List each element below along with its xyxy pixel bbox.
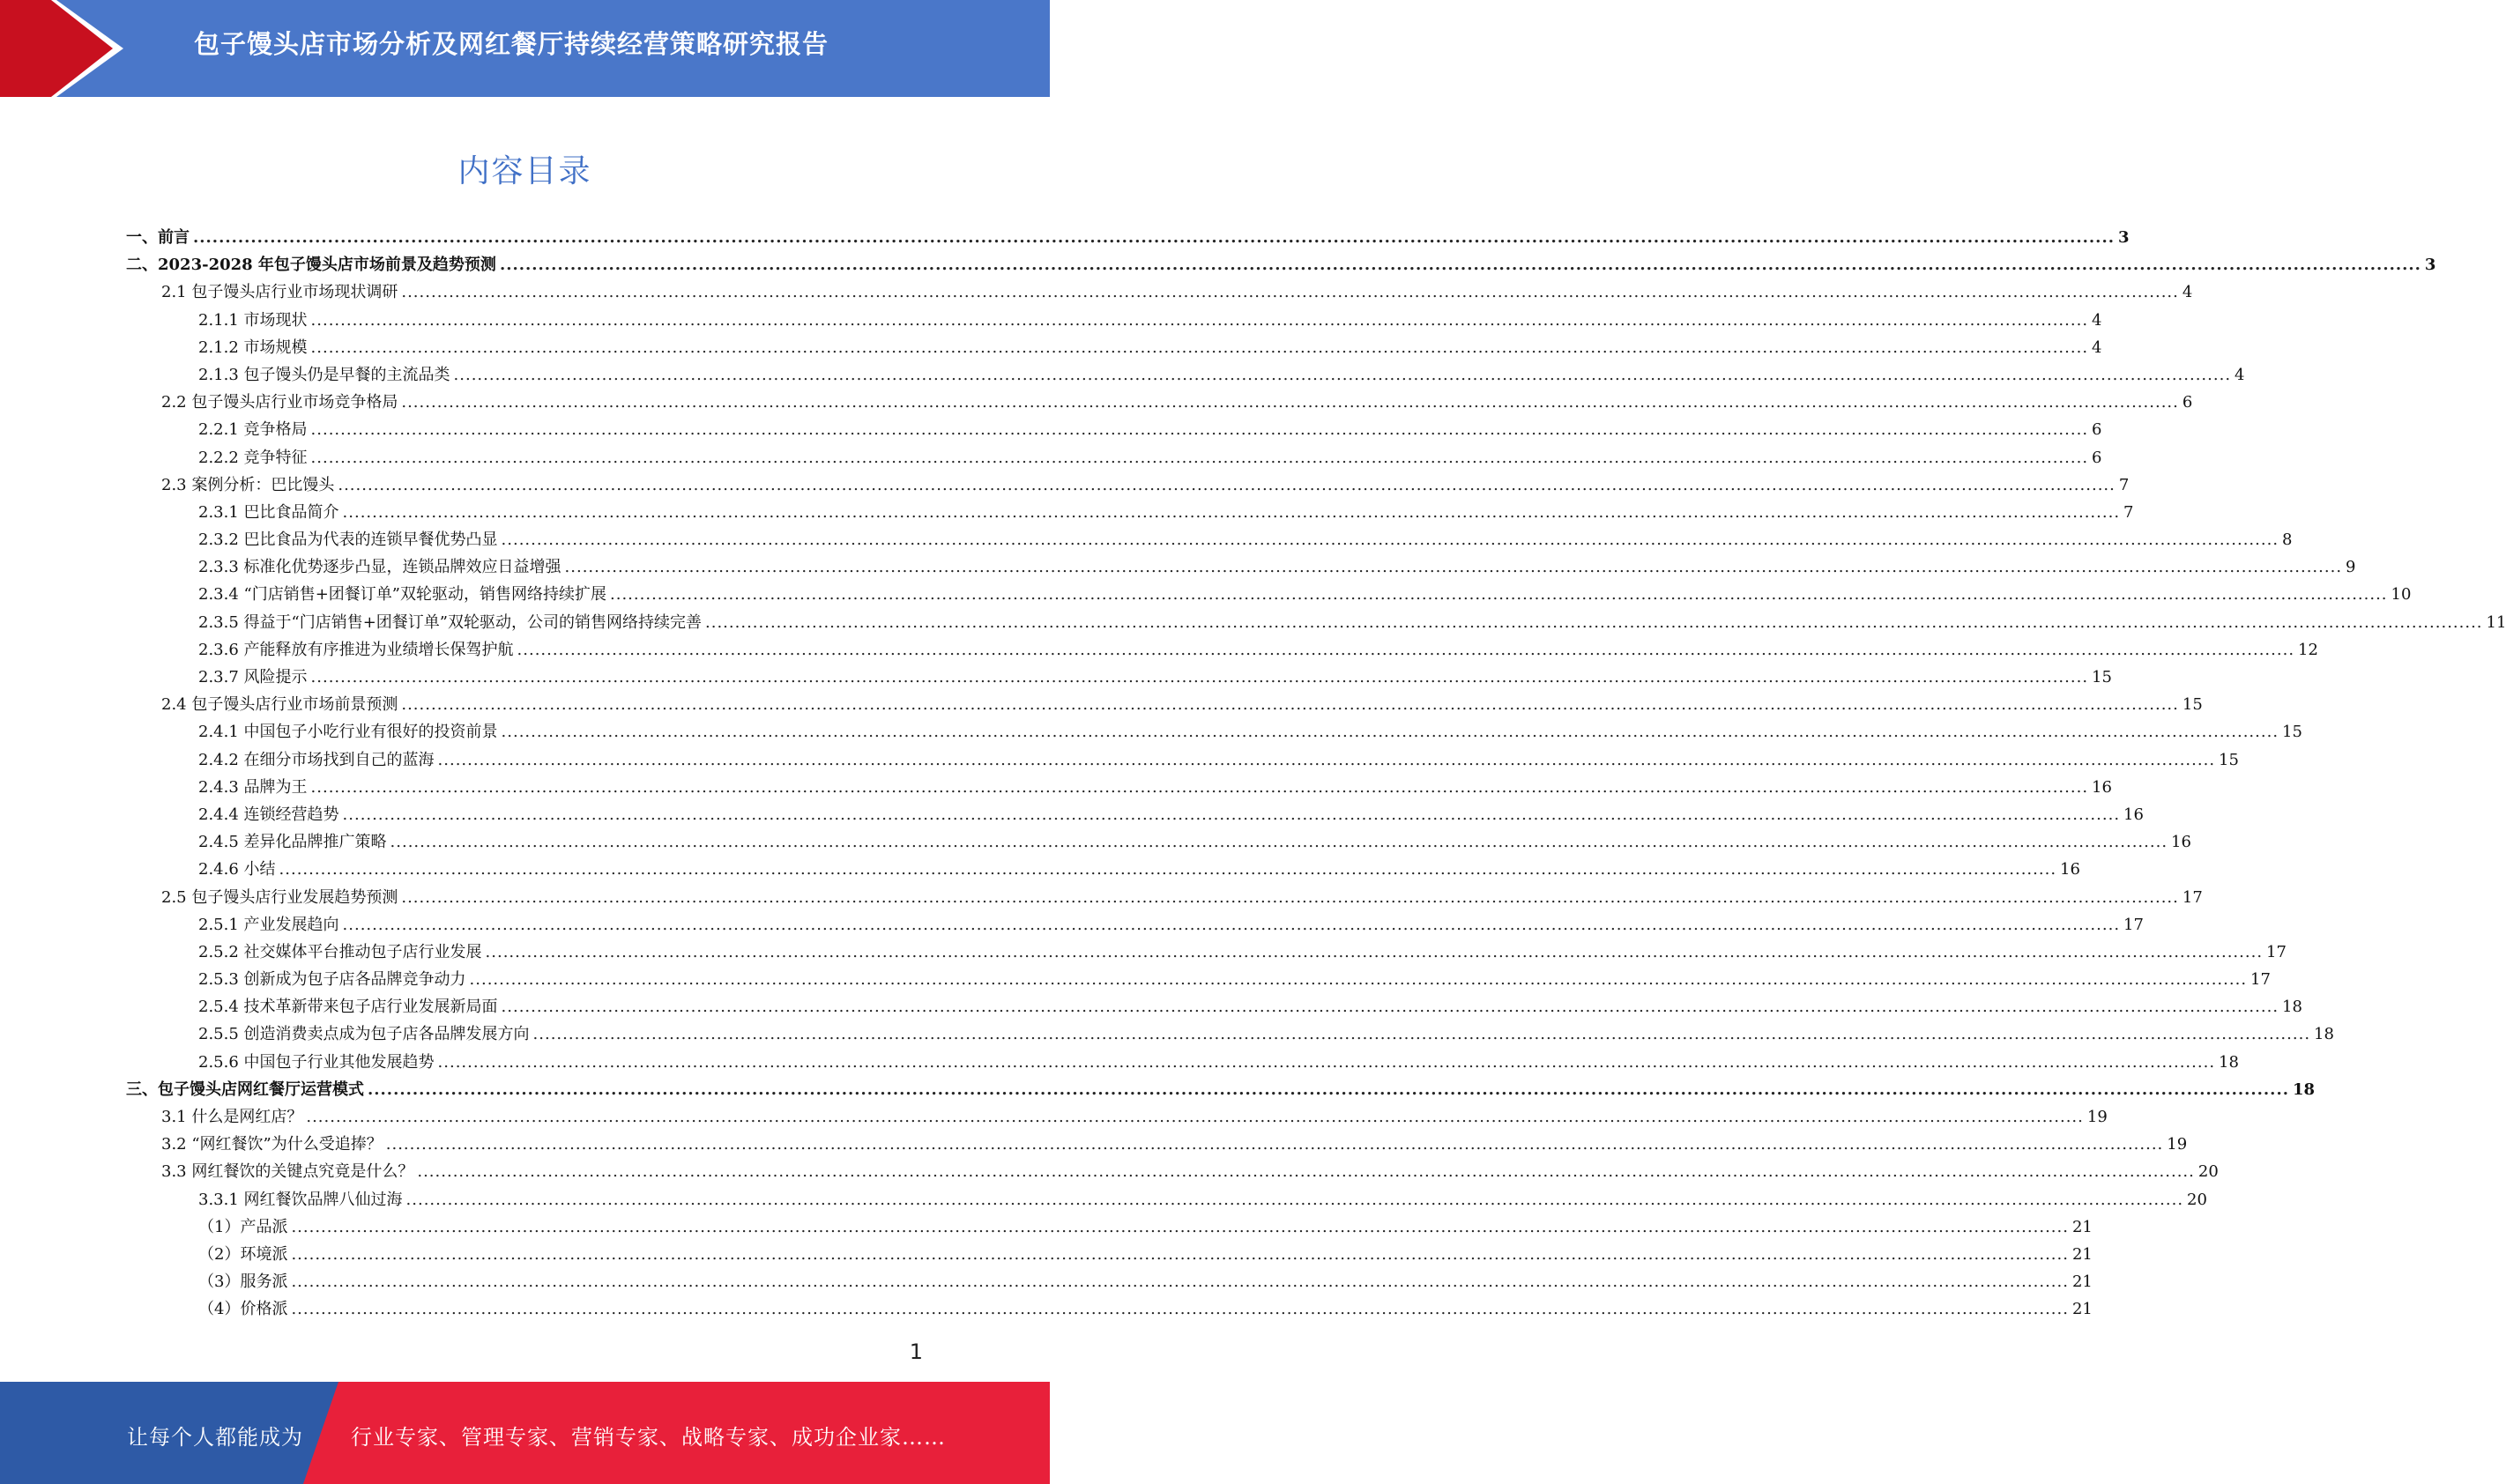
toc-dot-leader: ............................................................................................................................................................................................................................................................................................................ [385, 1135, 2164, 1154]
toc-entry[interactable] [126, 581, 2412, 608]
toc-entry-label: 2.5.4 技术革新带来包子店行业发展新局面 [198, 998, 498, 1017]
toc-entry-label: 2.5 包子馒头店行业发展趋势预测 [161, 887, 398, 907]
toc-entry-label: （2）环境派 [198, 1244, 288, 1264]
toc-entry-label: 3.3 网红餐饮的关键点究竟是什么？ [161, 1162, 414, 1182]
toc-entry-page: 21 [2071, 1300, 2093, 1319]
toc-dot-leader: ............................................................................................................................................................................................................................................................................................................ [564, 558, 2343, 577]
toc-entry[interactable] [126, 1049, 2239, 1076]
toc-dot-leader: ............................................................................................................................................................................................................................................................................................................ [291, 1244, 2069, 1264]
toc-entry-page: 12 [2298, 640, 2318, 659]
footer-slogan-right: 行业专家、管理专家、营销专家、战略专家、成功企业家…… [351, 1425, 946, 1450]
toc-entry[interactable] [126, 416, 2102, 443]
toc-dot-leader: ............................................................................................................................................................................................................................................................................................................ [437, 750, 2216, 769]
toc-entry-page: 4 [2235, 365, 2245, 384]
toc-entry-label: 2.3.2 巴比食品为代表的连锁早餐优势凸显 [198, 531, 498, 550]
toc-entry[interactable] [126, 636, 2318, 664]
toc-entry[interactable] [126, 856, 2080, 883]
toc-entry-label: 2.4 包子馒头店行业市场前景预测 [161, 695, 398, 715]
toc-entry-label: 2.3.7 风险提示 [198, 668, 308, 686]
toc-entry-page: 20 [2197, 1162, 2219, 1182]
toc-entry-page: 3 [2117, 228, 2130, 247]
toc-entry-label: 2.4.1 中国包子小吃行业有很好的投资前景 [198, 723, 498, 742]
toc-entry-label: 3.3.1 网红餐饮品牌八仙过海 [198, 1190, 403, 1209]
toc-entry[interactable] [126, 1186, 2207, 1213]
toc-entry-page: 17 [2182, 887, 2203, 907]
toc-entry-label: 3.1 什么是网红店？ [161, 1108, 303, 1126]
toc-entry-label: 2.2.1 竞争格局 [198, 420, 308, 440]
toc-entry[interactable] [126, 884, 2203, 911]
toc-entry[interactable] [126, 801, 2144, 828]
toc-entry-label: 2.3 案例分析：巴比馒头 [161, 475, 335, 494]
toc-entry[interactable] [126, 1241, 2093, 1268]
toc-entry[interactable] [126, 939, 2287, 966]
toc-dot-leader: ............................................................................................................................................................................................................................................................................................................ [485, 942, 2264, 961]
toc-entry-page: 6 [2092, 448, 2102, 467]
toc-entry-label: 2.3.4 “门店销售+团餐订单”双轮驱动，销售网络持续扩展 [198, 585, 607, 605]
toc-entry-label: 2.4.3 品牌为王 [198, 777, 308, 797]
toc-entry-page: 15 [2092, 668, 2112, 686]
toc-entry[interactable] [126, 334, 2102, 361]
toc-dot-leader: ............................................................................................................................................................................................................................................................................................................ [193, 228, 2115, 247]
toc-entry-page: 20 [2187, 1190, 2207, 1209]
toc-dot-leader: ............................................................................................................................................................................................................................................................................................................ [310, 448, 2089, 467]
toc-entry-label: 2.3.6 产能释放有序推进为业绩增长保驾护航 [198, 640, 514, 659]
toc-dot-leader: ............................................................................................................................................................................................................................................................................................................ [532, 1025, 2311, 1044]
toc-entry-page: 18 [2314, 1025, 2334, 1044]
toc-entry[interactable] [126, 1213, 2093, 1241]
toc-dot-leader: ............................................................................................................................................................................................................................................................................................................ [401, 283, 2179, 302]
toc-entry[interactable] [126, 389, 2193, 416]
toc-dot-leader: ............................................................................................................................................................................................................................................................................................................ [417, 1162, 2195, 1182]
toc-entry-page: 7 [2118, 475, 2130, 494]
toc-entry-page: 16 [2060, 860, 2080, 879]
toc-entry-label: 2.4.5 差异化品牌推广策略 [198, 833, 387, 852]
toc-dot-leader: ............................................................................................................................................................................................................................................................................................................ [390, 833, 2168, 852]
toc-entry[interactable] [126, 526, 2293, 553]
toc-dot-leader: ............................................................................................................................................................................................................................................................................................................ [453, 365, 2232, 384]
toc-dot-leader: ............................................................................................................................................................................................................................................................................................................ [501, 998, 2279, 1017]
toc-entry[interactable] [126, 1020, 2334, 1048]
toc-entry-page: 18 [2292, 1080, 2316, 1099]
toc-entry[interactable] [126, 774, 2112, 801]
toc-entry-label: 2.5.6 中国包子行业其他发展趋势 [198, 1052, 435, 1072]
toc-dot-leader: ............................................................................................................................................................................................................................................................................................................ [501, 723, 2279, 742]
toc-dot-leader: ............................................................................................................................................................................................................................................................................................................ [310, 777, 2089, 797]
toc-entry[interactable] [126, 691, 2203, 718]
toc-entry-label: 2.5.3 创新成为包子店各品牌竞争动力 [198, 970, 466, 990]
toc-dot-leader: ............................................................................................................................................................................................................................................................................................................ [401, 887, 2179, 907]
toc-entry[interactable] [126, 1103, 2108, 1131]
toc-entry-page: 19 [2086, 1108, 2108, 1126]
toc-entry-page: 4 [2092, 310, 2102, 330]
toc-dot-leader: ............................................................................................................................................................................................................................................................................................................ [279, 860, 2057, 879]
toc-entry-page: 21 [2071, 1217, 2093, 1236]
toc-entry-label: 2.1.3 包子馒头仍是早餐的主流品类 [198, 365, 450, 384]
toc-entry-page: 6 [2182, 393, 2193, 412]
toc-dot-leader: ............................................................................................................................................................................................................................................................................................................ [368, 1080, 2289, 1099]
toc-entry[interactable] [126, 499, 2134, 526]
toc-entry-label: （4）价格派 [198, 1300, 288, 1319]
toc-entry-page: 9 [2346, 558, 2356, 577]
toc-entry[interactable] [126, 444, 2102, 471]
toc-entry-page: 16 [2171, 833, 2191, 852]
toc-entry-page: 11 [2486, 612, 2506, 632]
toc-dot-leader: ............................................................................................................................................................................................................................................................................................................ [291, 1300, 2069, 1319]
toc-dot-leader: ............................................................................................................................................................................................................................................................................................................ [291, 1273, 2069, 1292]
toc-entry[interactable] [126, 718, 2302, 746]
toc-entry-page: 8 [2282, 531, 2293, 550]
toc-entry[interactable] [126, 911, 2144, 939]
toc-entry-page: 15 [2219, 750, 2239, 769]
toc-entry-page: 21 [2071, 1273, 2093, 1292]
toc-entry-page: 6 [2092, 420, 2102, 440]
header-banner [0, 0, 1050, 97]
toc-entry-label: 2.5.5 创造消费卖点成为包子店各品牌发展方向 [198, 1025, 530, 1044]
table-of-contents [126, 224, 2506, 1324]
toc-entry[interactable] [126, 307, 2102, 334]
toc-dot-leader: ............................................................................................................................................................................................................................................................................................................ [338, 475, 2116, 494]
footer-slogan-left: 让每个人都能成为 [127, 1425, 303, 1450]
toc-dot-leader: ............................................................................................................................................................................................................................................................................................................ [342, 915, 2121, 934]
toc-entry-page: 16 [2092, 777, 2112, 797]
toc-entry[interactable] [126, 251, 2436, 278]
toc-dot-leader: ............................................................................................................................................................................................................................................................................................................ [499, 256, 2421, 275]
toc-entry-page: 17 [2266, 942, 2287, 961]
toc-dot-leader: ............................................................................................................................................................................................................................................................................................................ [306, 1108, 2084, 1126]
toc-entry[interactable] [126, 1268, 2093, 1295]
toc-entry[interactable] [126, 664, 2112, 691]
toc-entry-label: 一、前言 [126, 228, 190, 247]
toc-entry-label: 2.3.3 标准化优势逐步凸显，连锁品牌效应日益增强 [198, 558, 561, 577]
toc-entry-label: 2.3.1 巴比食品简介 [198, 502, 339, 522]
toc-entry-label: 2.1.1 市场现状 [198, 310, 308, 330]
toc-entry[interactable] [126, 1295, 2093, 1323]
toc-entry-label: （1）产品派 [198, 1217, 288, 1236]
toc-entry-label: （3）服务派 [198, 1273, 288, 1292]
toc-entry-page: 10 [2391, 585, 2412, 605]
toc-entry-page: 21 [2071, 1244, 2093, 1264]
toc-entry[interactable] [126, 553, 2356, 581]
toc-dot-leader: ............................................................................................................................................................................................................................................................................................................ [705, 612, 2483, 632]
toc-entry-page: 15 [2182, 695, 2203, 715]
toc-entry[interactable] [126, 609, 2506, 636]
toc-dot-leader: ............................................................................................................................................................................................................................................................................................................ [401, 695, 2179, 715]
toc-entry-label: 2.2 包子馒头店行业市场竞争格局 [161, 393, 398, 412]
toc-entry[interactable] [126, 746, 2239, 774]
toc-entry-label: 2.3.5 得益于“门店销售+团餐订单”双轮驱动，公司的销售网络持续完善 [198, 612, 703, 632]
toc-dot-leader: ............................................................................................................................................................................................................................................................................................................ [310, 420, 2089, 440]
footer-banner [0, 1382, 1050, 1484]
toc-dot-leader: ............................................................................................................................................................................................................................................................................................................ [310, 338, 2089, 357]
toc-entry[interactable] [126, 1076, 2316, 1103]
toc-entry-page: 3 [2424, 256, 2436, 275]
toc-dot-leader: ............................................................................................................................................................................................................................................................................................................ [469, 970, 2248, 990]
toc-dot-leader: ............................................................................................................................................................................................................................................................................................................ [405, 1190, 2184, 1209]
toc-dot-leader: ............................................................................................................................................................................................................................................................................................................ [501, 531, 2279, 550]
toc-entry[interactable] [126, 278, 2193, 306]
toc-entry-label: 2.4.6 小结 [198, 860, 276, 879]
toc-entry-page: 4 [2092, 338, 2102, 357]
toc-entry[interactable] [126, 966, 2271, 993]
toc-entry-label: 2.4.2 在细分市场找到自己的蓝海 [198, 750, 435, 769]
toc-dot-leader: ............................................................................................................................................................................................................................................................................................................ [437, 1052, 2216, 1072]
toc-entry-label: 2.1 包子馒头店行业市场现状调研 [161, 283, 398, 302]
toc-entry-page: 4 [2182, 283, 2193, 302]
toc-dot-leader: ............................................................................................................................................................................................................................................................................................................ [310, 310, 2089, 330]
toc-dot-leader: ............................................................................................................................................................................................................................................................................................................ [401, 393, 2179, 412]
toc-entry-page: 17 [2123, 915, 2144, 934]
toc-heading: 内容目录 [457, 153, 592, 189]
toc-entry-label: 3.2 “网红餐饮”为什么受追捧？ [161, 1135, 383, 1154]
toc-entry-label: 2.4.4 连锁经营趋势 [198, 805, 339, 824]
page-number: 1 [909, 1339, 923, 1364]
toc-entry-page: 18 [2219, 1052, 2239, 1072]
toc-dot-leader: ............................................................................................................................................................................................................................................................................................................ [610, 585, 2388, 605]
toc-entry[interactable] [126, 1131, 2188, 1158]
toc-dot-leader: ............................................................................................................................................................................................................................................................................................................ [342, 805, 2121, 824]
toc-entry-label: 2.2.2 竞争特征 [198, 448, 308, 467]
toc-entry[interactable] [126, 224, 2130, 251]
toc-entry-label: 2.1.2 市场规模 [198, 338, 308, 357]
toc-dot-leader: ............................................................................................................................................................................................................................................................................................................ [310, 668, 2089, 686]
toc-entry-label: 2.5.1 产业发展趋向 [198, 915, 339, 934]
toc-entry[interactable] [126, 471, 2130, 499]
toc-entry[interactable] [126, 993, 2302, 1020]
toc-entry-page: 19 [2167, 1135, 2188, 1154]
toc-dot-leader: ............................................................................................................................................................................................................................................................................................................ [291, 1217, 2069, 1236]
toc-entry-label: 2.5.2 社交媒体平台推动包子店行业发展 [198, 942, 482, 961]
report-title: 包子馒头店市场分析及网红餐厅持续经营策略研究报告 [194, 29, 829, 59]
toc-entry[interactable] [126, 1158, 2219, 1185]
toc-entry-page: 18 [2282, 998, 2302, 1017]
toc-dot-leader: ............................................................................................................................................................................................................................................................................................................ [342, 502, 2121, 522]
toc-entry-page: 16 [2123, 805, 2144, 824]
toc-entry-page: 17 [2250, 970, 2271, 990]
toc-entry-page: 7 [2123, 502, 2134, 522]
toc-entry-label: 二、2023-2028 年包子馒头店市场前景及趋势预测 [126, 256, 496, 275]
toc-entry[interactable] [126, 361, 2245, 389]
toc-entry-page: 15 [2282, 723, 2302, 742]
toc-dot-leader: ............................................................................................................................................................................................................................................................................................................ [517, 640, 2295, 659]
toc-entry-label: 三、包子馒头店网红餐厅运营模式 [126, 1080, 364, 1099]
toc-entry[interactable] [126, 828, 2191, 856]
